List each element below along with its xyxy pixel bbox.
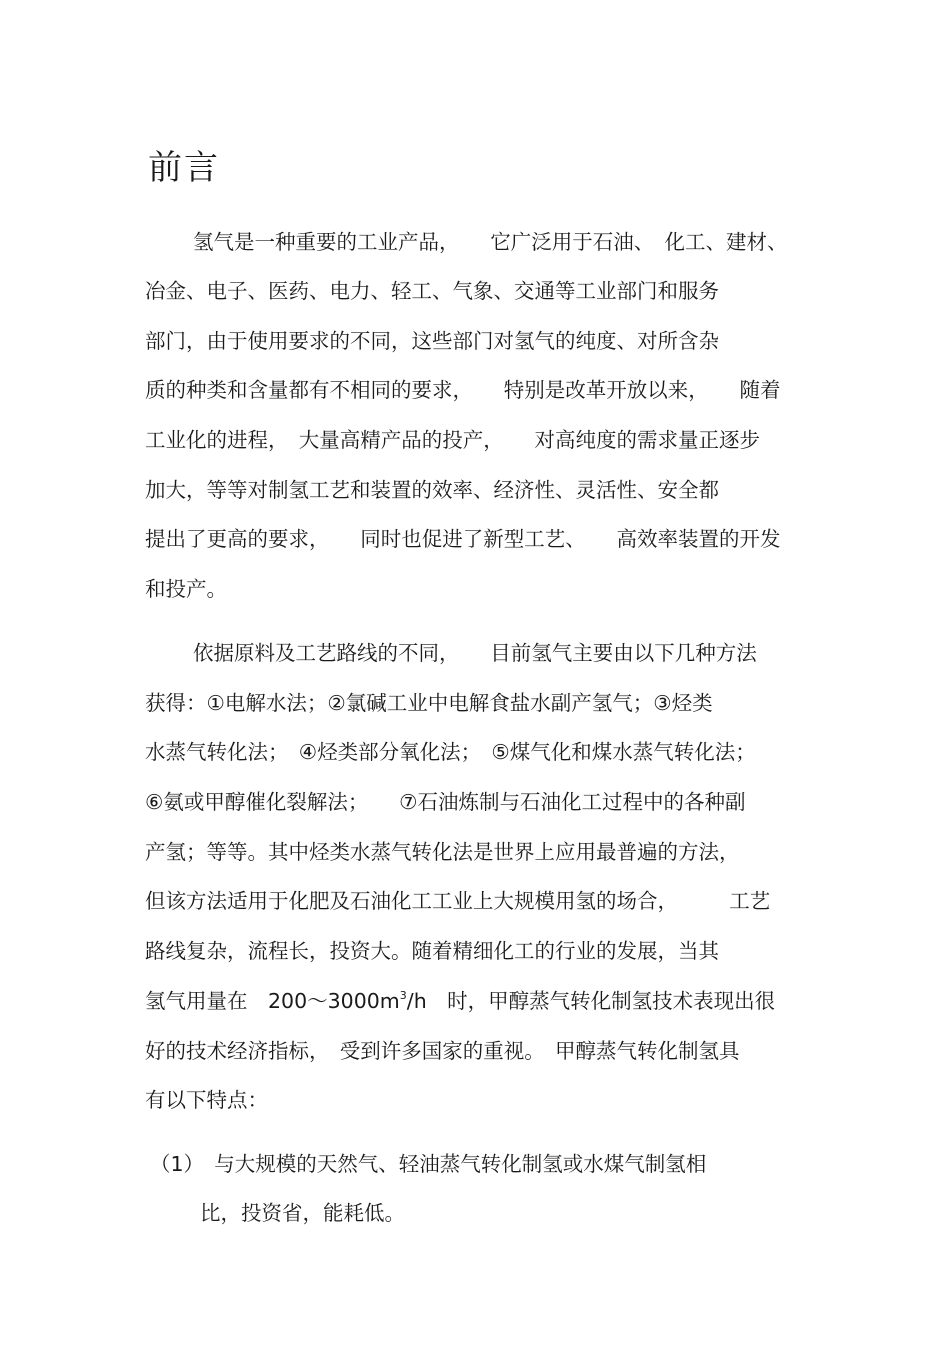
paragraph-line: 产氢；等等。其中烃类水蒸气转化法是世界上应用最普遍的方法，: [145, 840, 740, 864]
paragraph-line: 加大，等等对制氢工艺和装置的效率、经济性、灵活性、安全都: [145, 478, 719, 502]
paragraph-line: 水蒸气转化法； ④烃类部分氧化法； ⑤煤气化和煤水蒸气转化法；: [145, 740, 756, 764]
unit-superscript: 3: [399, 989, 407, 1002]
paragraph-line-flow-rate: [145, 986, 775, 1016]
paragraph-line: 提出了更高的要求， 同时也促进了新型工艺、 高效率装置的开发: [145, 527, 781, 551]
paragraph-line: 有以下特点：: [145, 1088, 268, 1112]
paragraph-line: 部门，由于使用要求的不同，这些部门对氢气的纯度、对所含杂: [145, 329, 719, 353]
paragraph-line: 但该方法适用于化肥及石油化工工业上大规模用氢的场合， 工艺: [145, 889, 771, 913]
paragraph-line: 好的技术经济指标， 受到许多国家的重视。 甲醇蒸气转化制氢具: [145, 1039, 740, 1063]
paragraph-line: 质的种类和含量都有不相同的要求， 特别是改革开放以来， 随着: [145, 378, 781, 402]
paragraph-line: 路线复杂，流程长，投资大。随着精细化工的行业的发展，当其: [145, 939, 719, 963]
list-item: （1） 与大规模的天然气、轻油蒸气转化制氢或水煤气制氢相: [150, 1152, 707, 1176]
paragraph-line: 获得：①电解水法；②氯碱工业中电解食盐水副产氢气；③烃类: [145, 691, 713, 715]
paragraph-line: 工业化的进程， 大量高精产品的投产， 对高纯度的需求量正逐步: [145, 428, 760, 452]
paragraph-line: 氢气是一种重要的工业产品， 它广泛用于石油、 化工、建材、: [193, 230, 788, 254]
flow-rate-text-before: 氢气用量在 200～3000m: [145, 989, 400, 1013]
flow-rate-text-after: /h 时，甲醇蒸气转化制氢技术表现出很: [406, 989, 776, 1013]
paragraph-line: 依据原料及工艺路线的不同， 目前氢气主要由以下几种方法: [193, 641, 757, 665]
paragraph-line: ⑥氨或甲醇催化裂解法； ⑦石油炼制与石油化工过程中的各种副: [145, 790, 746, 814]
paragraph-line: 和投产。: [145, 577, 227, 601]
page-title: 前言: [148, 148, 220, 188]
list-item-continuation: 比，投资省，能耗低。: [200, 1201, 405, 1225]
paragraph-line: 冶金、电子、医药、电力、轻工、气象、交通等工业部门和服务: [145, 279, 719, 303]
